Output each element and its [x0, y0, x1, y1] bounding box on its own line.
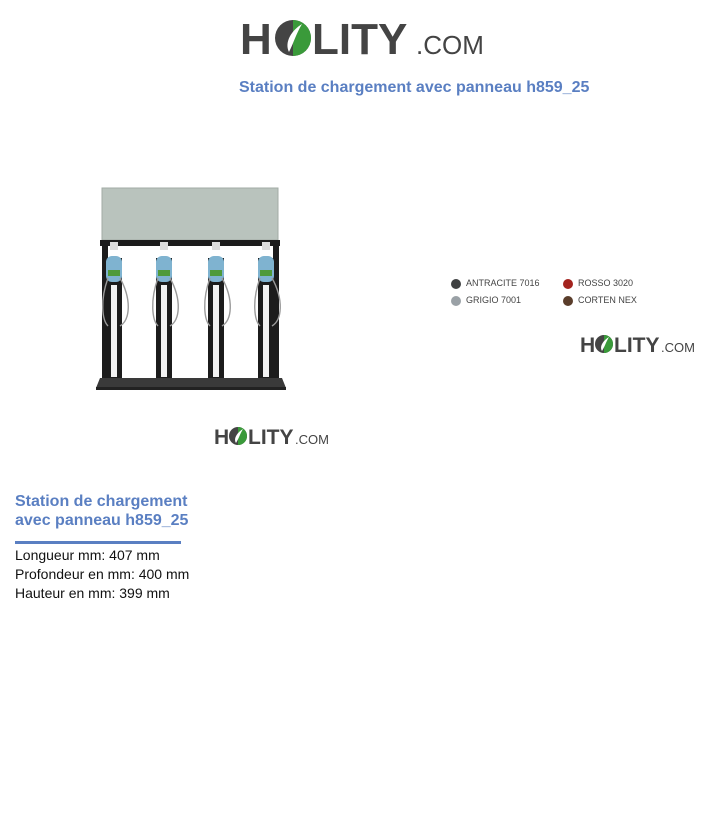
- leaf-o-icon: [595, 335, 613, 353]
- logo-letters-lity: LITY: [312, 15, 408, 64]
- spec-depth: Profondeur en mm: 400 mm: [15, 566, 190, 582]
- brand-logo-graphic: [240, 12, 485, 64]
- charging-station-image: [90, 180, 295, 395]
- spec-length: Longueur mm: 407 mm: [15, 547, 160, 563]
- brand-logo-small-graphic: [214, 423, 329, 449]
- logo-letter-h: H: [240, 15, 272, 64]
- logo-letter-h: H: [214, 426, 230, 449]
- title-underline: [15, 541, 181, 544]
- page-title: Station de chargement avec panneau h859_25: [239, 79, 590, 96]
- brand-logo-small[interactable]: [214, 423, 329, 449]
- color-swatch: [451, 279, 461, 289]
- brand-logo-small-graphic: [580, 331, 695, 357]
- description-title-line: Station de chargement: [15, 493, 188, 510]
- color-label: CORTEN NEX: [578, 295, 637, 305]
- logo-com: .COM: [416, 30, 484, 60]
- color-option-grigio: [451, 295, 521, 306]
- logo-com: .COM: [295, 432, 329, 447]
- color-option-corten: [563, 295, 637, 306]
- description-title: [15, 492, 215, 530]
- logo-letter-h: H: [580, 334, 596, 357]
- brand-logo[interactable]: [240, 12, 485, 64]
- color-label: ROSSO 3020: [578, 278, 634, 288]
- color-option-rosso: [563, 278, 633, 289]
- brand-logo-small[interactable]: [580, 331, 695, 357]
- leaf-o-icon: [275, 20, 311, 56]
- color-label: GRIGIO 7001: [466, 295, 522, 305]
- color-option-antracite: [451, 278, 540, 289]
- leaf-o-icon: [229, 427, 247, 445]
- color-swatch: [563, 279, 573, 289]
- logo-com: .COM: [661, 340, 695, 355]
- description-title-line: avec panneau h859_25: [15, 512, 189, 529]
- color-swatch: [451, 296, 461, 306]
- color-swatch: [563, 296, 573, 306]
- logo-letters-lity: LITY: [248, 426, 294, 449]
- spec-height: Hauteur en mm: 399 mm: [15, 585, 170, 601]
- color-label: ANTRACITE 7016: [466, 278, 540, 288]
- logo-letters-lity: LITY: [614, 334, 660, 357]
